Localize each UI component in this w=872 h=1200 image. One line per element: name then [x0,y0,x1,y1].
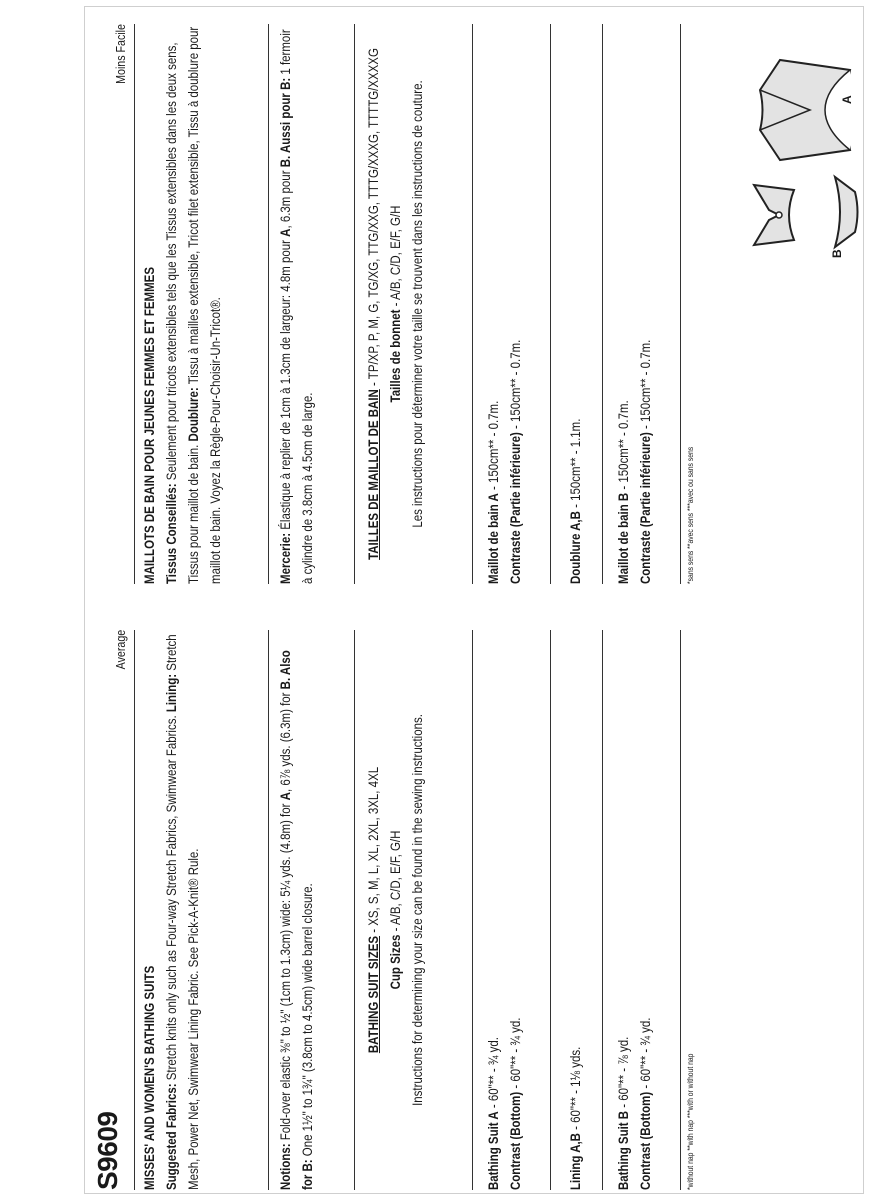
divider [472,24,473,584]
one-piece-swimsuit-icon [740,50,860,170]
yardage-amount: - 60"** - ¾ yd. [507,1017,523,1092]
french-sizes [362,24,428,584]
english-footnote [686,630,695,1190]
fabrics-text: Stretch knits only such as Four-way Stretch Fabrics, Swimwear Fabrics. [163,712,179,1084]
notions-text: Fold-over elastic ⅜" to ½" (1cm to 1.3cm) wide: 5¼ yds. (4.8m) for [277,800,293,1144]
yardage-label: Doublure A,B [567,511,583,584]
yardage-line [634,632,656,1190]
yardage-label: Contraste (Partie inférieure) [507,432,523,584]
view-b-label: B [830,249,844,258]
yardage-amount: - 60"** - 1⅛ yds. [567,1046,583,1134]
divider [354,630,355,1190]
french-yardage-3 [612,24,656,584]
english-description [138,630,204,1190]
cup-text: - A/B, C/D, E/F, G/H [387,830,403,935]
difficulty-level: Average [113,630,128,670]
french-yardage-2 [564,24,586,584]
yardage-amount: - 60"** - ⅞ yd. [615,1036,631,1111]
notions-label: Notions: [277,1143,293,1190]
view-a-ref: A [277,792,293,801]
notions-text: , 6.3m pour [277,167,293,229]
fabrics-paragraph [160,26,226,584]
english-sizes [362,630,428,1190]
view-b-ref: B. Aussi pour B: [277,77,293,168]
sizes-text: - XS, S, M, L, XL, 2XL, 3XL, 4XL [365,766,381,936]
fabrics-label: Suggested Fabrics: [163,1083,179,1190]
yardage-amount: - 150cm** - 0.7m. [507,339,523,433]
lining-label: Doublure: [185,387,201,442]
pattern-code: S9609 [92,1111,123,1190]
view-a-ref: A [277,228,293,237]
yardage-label: Maillot de bain A [485,493,501,584]
divider [134,630,135,1190]
divider [268,24,269,584]
yardage-amount: - 150cm** - 0.7m. [637,339,653,433]
cup-label: Tailles de bonnet [387,309,403,403]
yardage-line [612,26,634,584]
view-b-top-illustration [744,180,814,250]
lining-text: Tissu à mailles extensible, Tricot filet extensible, Tissu à doublure pour maillot de bain. Voyez la Règle-Pour-Choisir-Un-Tricot®. [185,26,223,584]
divider [354,24,355,584]
sizes-line [362,25,384,583]
notions-label: Mercerie: [277,532,293,584]
lining-text: Stretch Mesh, Power Net, Swimwear Lining Fabric. See Pick-A-Knit® Rule. [163,634,201,1190]
cup-sizes-line [384,631,406,1189]
notions-text: 1 fermoir à cylindre de 3.8cm à 4.5cm de large. [277,29,315,584]
view-a-illustration [740,50,860,170]
yardage-line [504,632,526,1190]
yardage-label: Contrast (Bottom) [507,1091,523,1190]
fabrics-paragraph [160,632,204,1190]
notions-text: One 1½" to 1¾" (3.8cm to 4.5cm) wide barrel closure. [299,883,315,1160]
size-instructions: Instructions for determining your size can be found in the sewing instructions. [409,714,425,1106]
sizes-line [362,631,384,1189]
yardage-line [564,26,586,584]
fabrics-text: Seulement pour tricots extensibles tels que les Tissus extensibles dans les deux sens, Tissus pour maillot de bain. [163,42,201,584]
english-yardage-1 [482,630,526,1190]
yardage-amount: - 60"** - ¾ yd. [637,1017,653,1092]
french-notions [274,24,318,584]
notions-text: , 6⅞ yds. (6.3m) for [277,689,293,793]
cup-sizes-line [384,25,406,583]
bikini-icon [830,172,860,252]
nap-footnote: *without nap **with nap ***with or without nap [686,1053,695,1190]
english-notions [274,630,318,1190]
divider [134,24,135,584]
yardage-label: Bathing Suit A [485,1111,501,1190]
cup-label: Cup Sizes [387,934,403,990]
yardage-amount: - 150cm** - 1.1m. [567,418,583,512]
english-header [92,630,132,1190]
english-yardage-2 [564,630,586,1190]
french-yardage-1 [482,24,526,584]
section-title: MISSES' AND WOMEN'S BATHING SUITS [141,965,157,1190]
sizes-label: TAILLES DE MAILLOT DE BAIN [365,389,381,560]
french-footnote [686,24,695,584]
yardage-label: Contraste (Partie inférieure) [637,432,653,584]
fabrics-label: Tissus Conseillés: [163,483,179,584]
divider [602,630,603,1190]
yardage-label: Bathing Suit B [615,1110,631,1190]
divider [680,630,681,1190]
divider [472,630,473,1190]
sizes-label: BATHING SUIT SIZES [365,935,381,1054]
yardage-amount: - 150cm** - 0.7m. [485,400,501,494]
yardage-line [564,632,586,1190]
notions-paragraph [274,632,318,1190]
cup-text: - A/B, C/D, E/F, G/H [387,205,403,310]
divider [268,630,269,1190]
french-description [138,24,226,584]
notions-text: Élastique à replier de 1cm à 1.3cm de largeur: 4.8m pour [277,236,293,533]
english-yardage-3 [612,630,656,1190]
rotated-page [92,10,862,1190]
yardage-line [634,26,656,584]
yardage-label: Maillot de bain B [615,492,631,584]
size-instructions: Les instructions pour déterminer votre taille se trouvent dans les instructions de couture. [409,80,425,528]
yardage-label: Lining A,B [567,1133,583,1190]
notions-paragraph [274,26,318,584]
bikini-top-icon [744,180,814,250]
yardage-line [504,26,526,584]
french-header [92,24,132,584]
divider [602,24,603,584]
yardage-amount: - 150cm** - 0.7m. [615,400,631,493]
view-b-ref: B. Also for B: [277,650,315,1190]
yardage-line [482,26,504,584]
difficulty-level: Moins Facile [113,24,128,84]
yardage-amount: - 60"** - ¾ yd. [485,1037,501,1112]
yardage-label: Contrast (Bottom) [637,1091,653,1190]
lining-label: Lining: [163,673,179,713]
yardage-line [482,632,504,1190]
yardage-line [612,632,634,1190]
divider [680,24,681,584]
section-title: MAILLOTS DE BAIN POUR JEUNES FEMMES ET FEMMES [141,266,157,584]
divider [550,630,551,1190]
view-a-label: A [840,95,854,104]
nap-footnote: *sans sens **avec sens ***avec ou sans sens [686,446,695,584]
view-b-bottom-illustration [830,172,860,252]
divider [550,24,551,584]
sizes-text: - TP/XP, P, M, G, TG/XG, TTG/XXG, TTTG/XXXG, TTTTG/XXXXG [365,48,381,390]
